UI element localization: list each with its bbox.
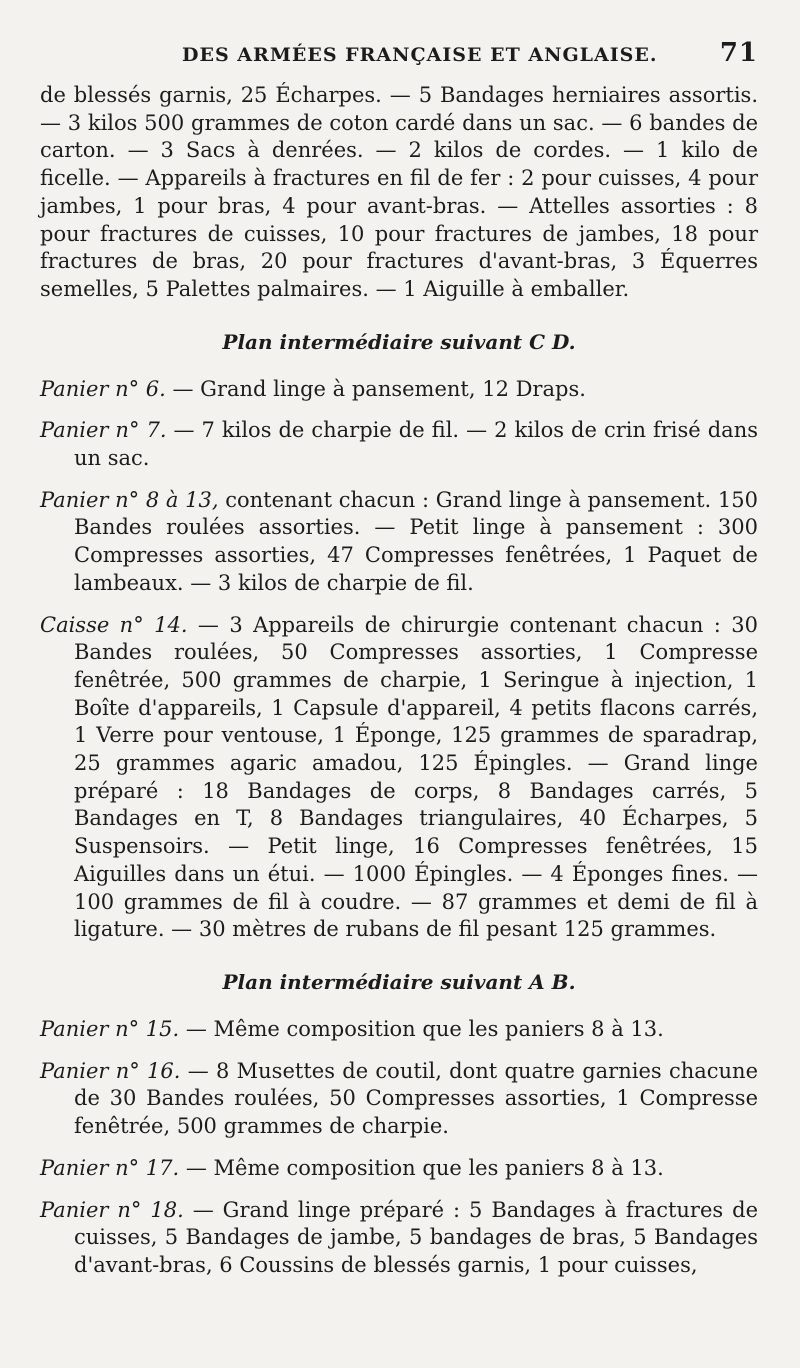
entry-panier-6 [40, 376, 758, 404]
entry-label: Panier n° 7. [40, 418, 167, 443]
section-title-cd: Plan intermédiaire suivant C D. [222, 329, 576, 354]
entry-panier-15 [40, 1016, 758, 1044]
entry-text: — Même composition que les paniers 8 à 13. [179, 1155, 664, 1180]
entry-panier-7 [40, 417, 758, 472]
entry-text: — 7 kilos de charpie de fil. — 2 kilos de crin frisé dans un sac. [74, 418, 758, 471]
entry-label: Panier n° 15. [40, 1016, 180, 1041]
entry-label: Panier n° 17. [40, 1155, 180, 1180]
entry-text: contenant chacun : Grand linge à pansement. 150 Bandes roulées assorties. — Petit linge à pansement : 300 Compresses assorties, 47 Compresses fenêtrées, 1 Paquet de lambeaux. — 3 kilos de charpie de fil. [74, 487, 758, 595]
entry-label: Caisse n° 14. [40, 612, 188, 637]
entry-text: — Même composition que les paniers 8 à 13. [179, 1016, 664, 1041]
entry-text: — Grand linge préparé : 5 Bandages à fractures de cuisses, 5 Bandages de jambe, 5 bandages de bras, 5 Bandages d'avant-bras, 6 Coussins de blessés garnis, 1 pour cuisses, [74, 1197, 758, 1277]
running-title: DES ARMÉES FRANÇAISE ET ANGLAISE. [182, 44, 658, 66]
entry-label: Panier n° 8 à 13, [40, 487, 219, 512]
intro-paragraph: de blessés garnis, 25 Écharpes. — 5 Bandages herniaires assortis. — 3 kilos 500 grammes de coton cardé dans un sac. — 6 bandes de carton. — 3 Sacs à denrées. — 2 kilos de cordes. — 1 kilo de ficelle. — Appareils à fractures en fil de fer : 2 pour cuisses, 4 pour jambes, 1 pour bras, 4 pour avant-bras. — Attelles assorties : 8 pour fractures de cuisses, 10 pour fractures de jambes, 18 pour fractures de bras, 20 pour fractures d'avant-bras, 3 Équerres semelles, 5 Palettes palmaires. — 1 Aiguille à emballer. [40, 83, 758, 301]
entry-label: Panier n° 6. [40, 376, 166, 401]
entry-label: Panier n° 18. [40, 1197, 184, 1222]
page-number: 71 [719, 38, 758, 68]
entry-caisse-14 [40, 612, 758, 944]
entry-label: Panier n° 16. [40, 1058, 181, 1083]
entry-text: — 3 Appareils de chirurgie contenant chacun : 30 Bandes roulées, 50 Compresses assorties, 1 Compresse fenêtrée, 500 grammes de charpie, 1 Seringue à injection, 1 Boîte d'appareils, 1 Capsule d'appareil, 4 petits flacons carrés, 1 Verre pour ventouse, 1 Éponge, 125 grammes de sparadrap, 25 grammes agaric amadou, 125 Épingles. — Grand linge préparé : 18 Bandages de corps, 8 Bandages carrés, 5 Bandages en T, 8 Bandages triangulaires, 40 Écharpes, 5 Suspensoirs. — Petit linge, 16 Compresses fenêtrées, 15 Aiguilles dans un étui. — 1000 Épingles. — 4 Éponges fines. — 100 grammes de fil à coudre. — 87 grammes et demi de fil à ligature. — 30 mètres de rubans de fil pesant 125 grammes. [74, 612, 759, 942]
entry-text: — 8 Musettes de coutil, dont quatre garnies chacune de 30 Bandes roulées, 50 Compresses assorties, 1 Compresse fenêtrée, 500 grammes de charpie. [74, 1058, 758, 1139]
entry-panier-16 [40, 1058, 758, 1141]
section-title-ab: Plan intermédiaire suivant A B. [222, 969, 576, 994]
entry-panier-8-13 [40, 487, 758, 598]
book-page [40, 30, 758, 1350]
entry-text: — Grand linge à pansement, 12 Draps. [165, 376, 586, 401]
page-header [40, 30, 758, 74]
entry-panier-18 [40, 1197, 758, 1280]
entry-panier-17 [40, 1155, 758, 1183]
